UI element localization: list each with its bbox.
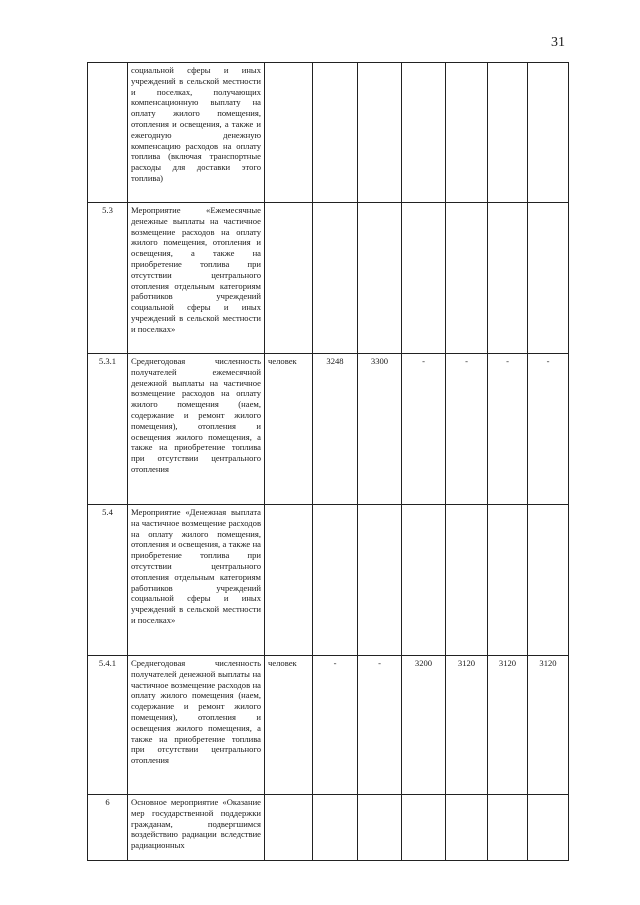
row-unit — [265, 505, 313, 656]
value-cell — [488, 63, 528, 203]
table-row — [88, 63, 569, 203]
row-number: 5.4.1 — [88, 656, 128, 795]
value-cell — [313, 63, 358, 203]
row-number: 5.3.1 — [88, 354, 128, 505]
value-cell — [488, 505, 528, 656]
row-number — [88, 63, 128, 203]
value-cell — [528, 505, 569, 656]
table-row — [88, 795, 569, 861]
table-row — [88, 656, 569, 795]
value-cell — [313, 203, 358, 354]
value-cell: 3120 — [528, 656, 569, 795]
row-number: 6 — [88, 795, 128, 861]
indicators-table — [87, 62, 569, 861]
value-cell: - — [488, 354, 528, 505]
value-cell: 3120 — [488, 656, 528, 795]
value-cell — [446, 795, 488, 861]
value-cell: 3248 — [313, 354, 358, 505]
row-unit — [265, 795, 313, 861]
value-cell: 3200 — [402, 656, 446, 795]
value-cell — [313, 505, 358, 656]
value-cell — [313, 795, 358, 861]
page-number: 31 — [551, 35, 565, 50]
value-cell: 3300 — [358, 354, 402, 505]
row-description: Мероприятие «Денежная выплата на частичное возмещение расходов на оплату жилого помещения, отопления и освещения, а также на приобретение топлива при отсутствии центрального отопления отдельным категориям работников учреждений социальной сферы и иных учреждений в сельской местности и поселках» — [128, 505, 265, 656]
value-cell: - — [313, 656, 358, 795]
table-row — [88, 354, 569, 505]
row-unit: человек — [265, 354, 313, 505]
value-cell — [528, 63, 569, 203]
value-cell — [358, 505, 402, 656]
value-cell — [358, 203, 402, 354]
value-cell — [446, 63, 488, 203]
row-description: Среднегодовая численность получателей ежемесячной денежной выплаты на частичное возмещение расходов на оплату жилого помещения (наем, содержание и ремонт жилого помещения), отопления и освещения жилого помещения, а также на приобретение топлива при отсутствии центрального отопления — [128, 354, 265, 505]
row-unit — [265, 63, 313, 203]
row-description: Среднегодовая численность получателей денежной выплаты на частичное возмещение расходов на оплату жилого помещения (наем, содержание и ремонт жилого помещения), отопления и освещения жилого помещения, а также на приобретение топлива при отсутствии центрального отопления — [128, 656, 265, 795]
value-cell — [358, 63, 402, 203]
value-cell — [446, 505, 488, 656]
value-cell: - — [358, 656, 402, 795]
row-description: Основное мероприятие «Оказание мер государственной поддержки гражданам, подвергшимся воздействию радиации вследствие радиационных — [128, 795, 265, 861]
row-number: 5.4 — [88, 505, 128, 656]
value-cell — [402, 203, 446, 354]
value-cell — [402, 795, 446, 861]
row-description: социальной сферы и иных учреждений в сельской местности и поселках, получающих компенсационную выплату на оплату жилого помещения, отопления и освещения, а также и ежегодную денежную компенсацию расходов на оплату топлива (включая транспортные расходы для доставки этого топлива) — [128, 63, 265, 203]
value-cell — [528, 203, 569, 354]
value-cell: - — [528, 354, 569, 505]
value-cell — [402, 505, 446, 656]
table-row — [88, 505, 569, 656]
value-cell — [446, 203, 488, 354]
value-cell — [488, 795, 528, 861]
table-row — [88, 203, 569, 354]
row-unit — [265, 203, 313, 354]
row-unit: человек — [265, 656, 313, 795]
value-cell — [488, 203, 528, 354]
row-description: Мероприятие «Ежемесячные денежные выплаты на частичное возмещение расходов на оплату жилого помещения, отопления и освещения, а также на приобретение топлива при отсутствии центрального отопления отдельным категориям работников учреждений социальной сферы и иных учреждений в сельской местности и поселках» — [128, 203, 265, 354]
value-cell: - — [402, 354, 446, 505]
value-cell: - — [446, 354, 488, 505]
value-cell — [528, 795, 569, 861]
row-number: 5.3 — [88, 203, 128, 354]
value-cell: 3120 — [446, 656, 488, 795]
value-cell — [402, 63, 446, 203]
value-cell — [358, 795, 402, 861]
